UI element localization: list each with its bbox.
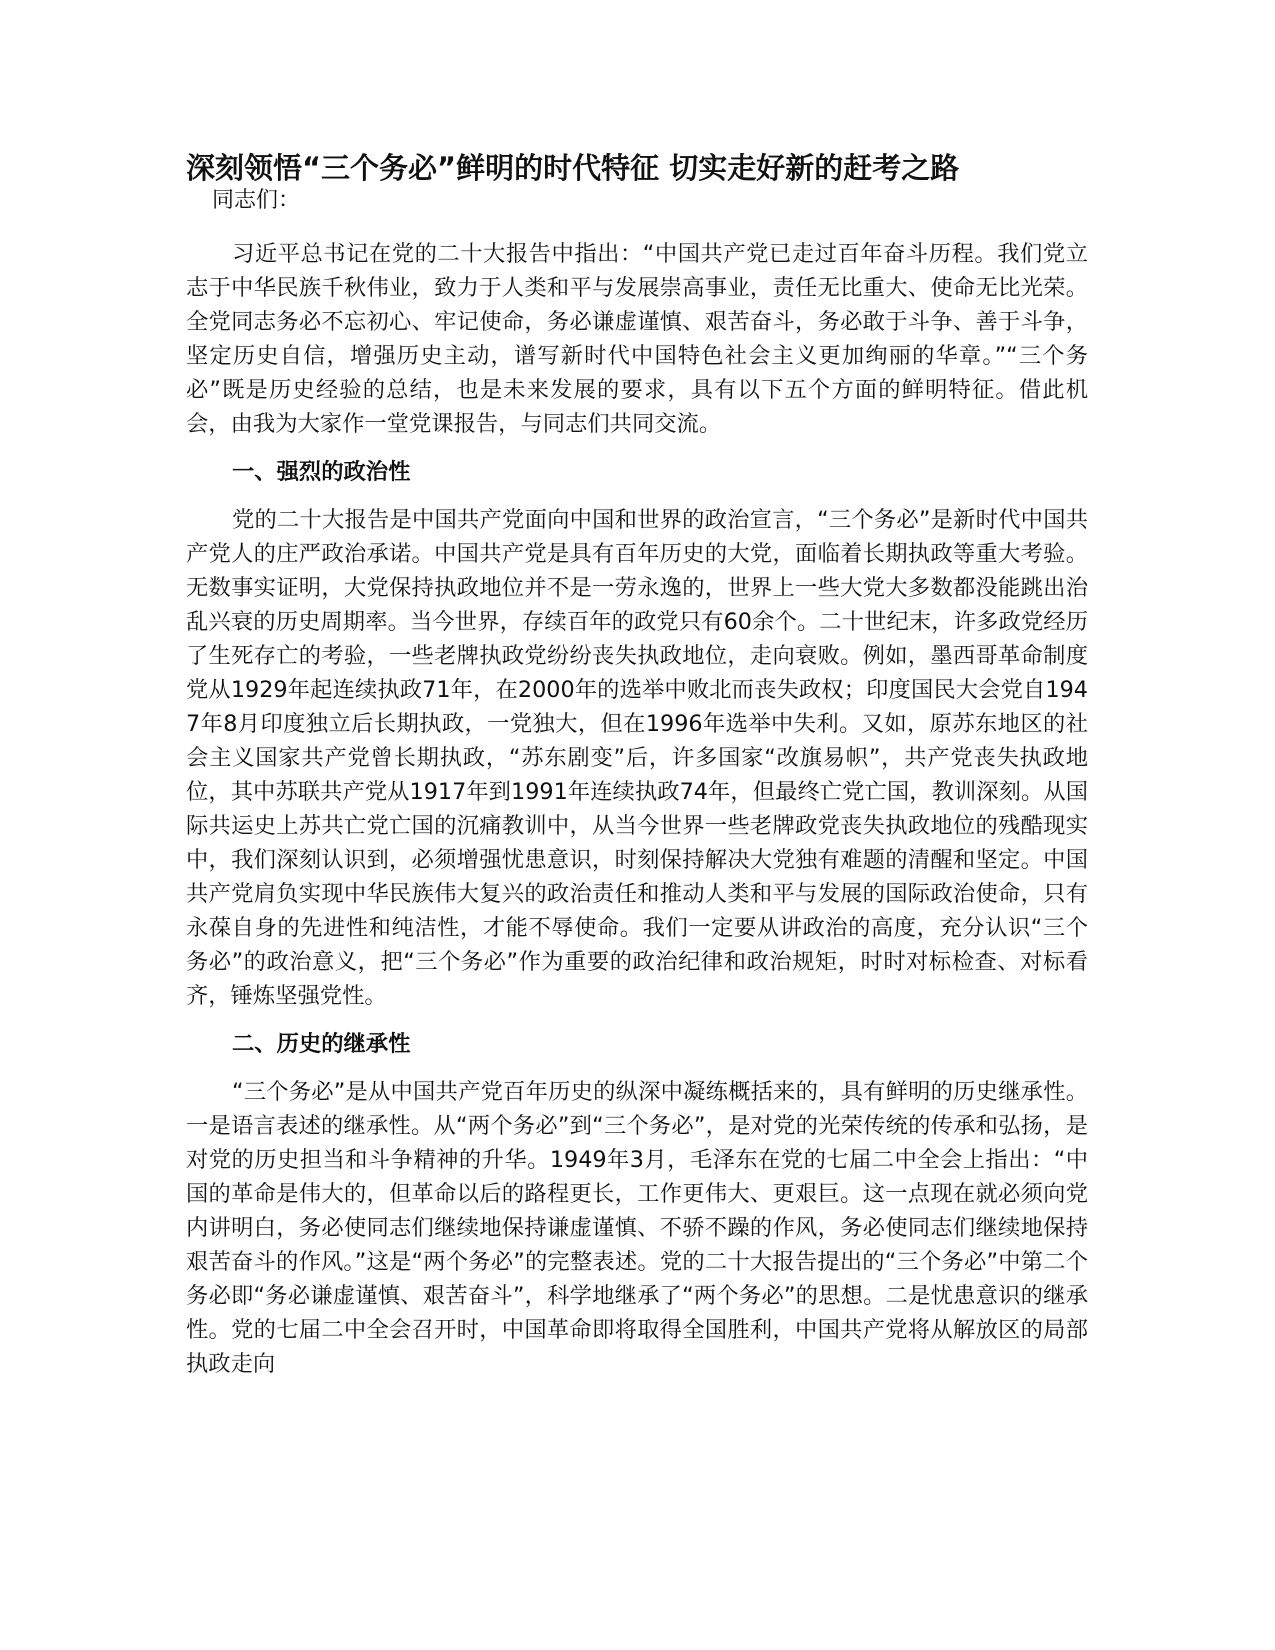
salutation: 同志们：: [212, 188, 301, 213]
intro-paragraph: 习近平总书记在党的二十大报告中指出：“中国共产党已走过百年奋斗历程。我们党立志于中华民族千秋伟业，致力于人类和平与发展崇高事业，责任无比重大、使命无比光荣。全党同志务必不忘初心、牢记使命，务必谦虚谨慎、艰苦奋斗，务必敢于斗争、善于斗争，坚定历史自信，增强历史主动，谱写新时代中国特色社会主义更加绚丽的华章。”“三个务必”既是历史经验的总结，也是未来发展的要求，具有以下五个方面的鲜明特征。借此机会，由我为大家作一堂党课报告，与同志们共同交流。: [186, 241, 1088, 437]
section-body-historical: “三个务必”是从中国共产党百年历史的纵深中凝练概括来的，具有鲜明的历史继承性。一是语言表述的继承性。从“两个务必”到“三个务必”，是对党的光荣传统的传承和弘扬，是对党的历史担当和斗争精神的升华。1949年3月，毛泽东在党的七届二中全会上指出：“中国的革命是伟大的，但革命以后的路程更长，工作更伟大、更艰巨。这一点现在就必须向党内讲明白，务必使同志们继续地保持谦虚谨慎、不骄不躁的作风，务必使同志们继续地保持艰苦奋斗的作风。”这是“两个务必”的完整表述。党的二十大报告提出的“三个务必”中第二个务必即“务必谦虚谨慎、艰苦奋斗”，科学地继承了“两个务必”的思想。二是忧患意识的继承性。党的七届二中全会召开时，中国革命即将取得全国胜利，中国共产党将从解放区的局部执政走向: [186, 1079, 1088, 1377]
section-body-political: 党的二十大报告是中国共产党面向中国和世界的政治宣言，“三个务必”是新时代中国共产党人的庄严政治承诺。中国共产党是具有百年历史的大党，面临着长期执政等重大考验。无数事实证明，大党保持执政地位并不是一劳永逸的，世界上一些大党大多数都没能跳出治乱兴衰的历史周期率。当今世界，存续百年的政党只有60余个。二十世纪末，许多政党经历了生死存亡的考验，一些老牌执政党纷纷丧失执政地位，走向衰败。例如，墨西哥革命制度党从1929年起连续执政71年，在2000年的选举中败北而丧失政权；印度国民大会党自1947年8月印度独立后长期执政，一党独大，但在1996年选举中失利。又如，原苏东地区的社会主义国家共产党曾长期执政，“苏东剧变”后，许多国家“改旗易帜”，共产党丧失执政地位，其中苏联共产党从1917年到1991年连续执政74年，但最终亡党亡国，教训深刻。从国际共运史上苏共亡党亡国的沉痛教训中，从当今世界一些老牌政党丧失执政地位的残酷现实中，我们深刻认识到，必须增强忧患意识，时刻保持解决大党独有难题的清醒和坚定。中国共产党肩负实现中华民族伟大复兴的政治责任和推动人类和平与发展的国际政治使命，只有永葆自身的先进性和纯洁性，才能不辱使命。我们一定要从讲政治的高度，充分认识“三个务必”的政治意义，把“三个务必”作为重要的政治纪律和政治规矩，时时对标检查、对标看齐，锤炼坚强党性。: [186, 507, 1088, 1009]
section-heading-political: 一、强烈的政治性: [232, 459, 411, 485]
document-body: [186, 150, 1088, 1381]
document-title: 深刻领悟“三个务必”鲜明的时代特征 切实走好新的赶考之路: [186, 151, 960, 185]
section-heading-historical: 二、历史的继承性: [232, 1031, 411, 1057]
